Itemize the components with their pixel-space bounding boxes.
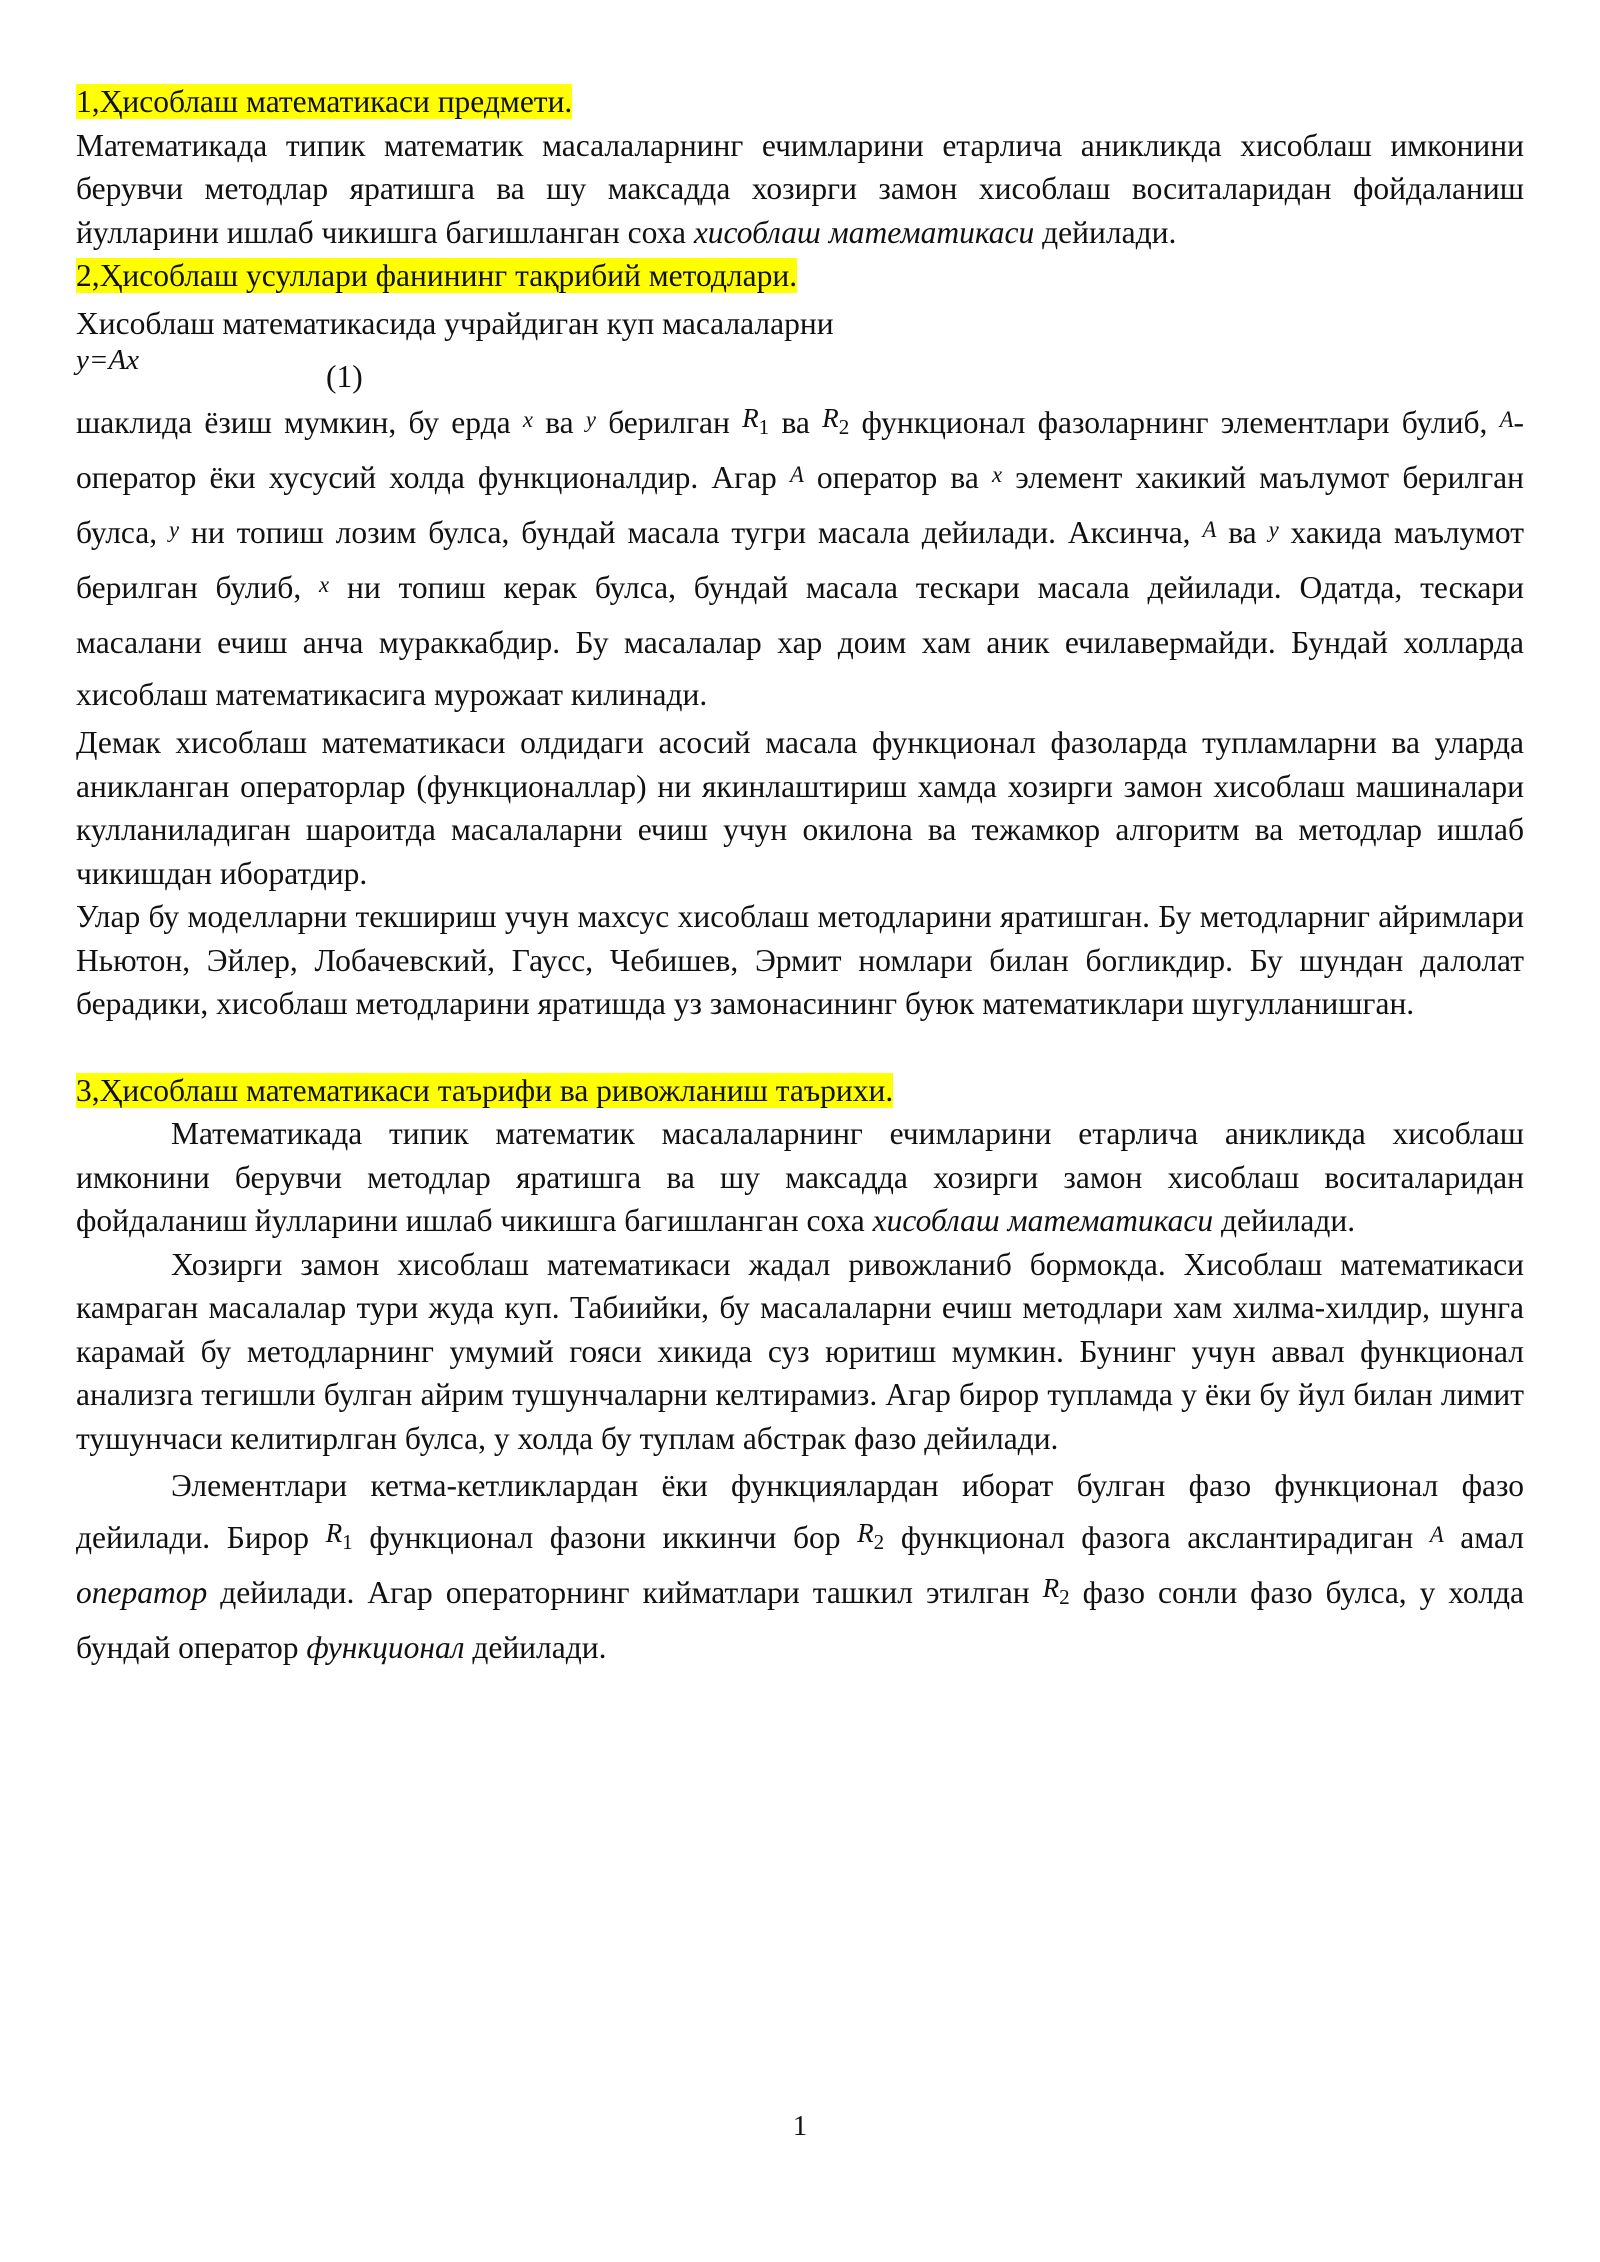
document-body — [76, 80, 1524, 1674]
page-number: 1 — [792, 2110, 808, 2142]
math-symbol-a: A — [789, 462, 804, 488]
paragraph-text: оператор ва — [803, 460, 992, 495]
math-symbol-a: A — [1202, 517, 1217, 543]
math-symbol-r2 — [822, 403, 850, 440]
math-letter-r: R — [822, 403, 839, 434]
math-subscript: 2 — [873, 1530, 885, 1555]
section-2-paragraph-2: Демак хисоблаш математикаси олдидаги асосий масала функционал фазоларда тупламларни ва уларда аникланган операторлар (функционаллар) ни якинлаштириш хамда хозирги замон хисоблаш машиналари кулланиладиган шароитда масалаларни ечиш учун окилона ва тежамкор алгоритм ва методлар ишлаб чикишдан иборатдир. — [76, 725, 1524, 891]
paragraph-text: амал — [1443, 1520, 1524, 1555]
paragraph-text: дейилади. Агар операторнинг кийматлари ташкил этилган — [207, 1575, 1043, 1610]
paragraph-text: ни топиш лозим булса, бундай масала тугри масала дейилади. Аксинча, — [179, 515, 1203, 550]
math-letter-r: R — [325, 1518, 343, 1549]
equation-row — [76, 345, 1524, 397]
math-letter-r: R — [857, 1518, 874, 1549]
section-2-intro: Хисоблаш математикасида учрайдиган куп масалаларни — [76, 305, 834, 341]
paragraph-text: дейилади. — [1034, 214, 1177, 250]
section-2-heading-text: 2,Ҳисоблаш усуллари фанининг тақрибий методлари. — [76, 258, 798, 293]
math-symbol-r1 — [742, 403, 770, 440]
section-3-paragraph-3 — [76, 1460, 1524, 1674]
paragraph-text: Элементлари кетма-кетликлардан ёки функциялардан иборат булган фазо функционал фазо дейилади. Бирор — [76, 1468, 1524, 1555]
math-symbol-x: x — [319, 572, 330, 598]
paragraph-text: Математикада типик математик масалаларнинг ечимларини етарлича аникликда хисоблаш имконини берувчи методлар яратишга ва шу максадда хозирги замон хисоблаш воситаларидан фойдаланиш йулларини ишлаб чикишга багишланган соха — [76, 1116, 1524, 1238]
paragraph-text: функционал фазоларнинг элементлари булиб, — [849, 405, 1500, 440]
math-subscript: 1 — [758, 415, 770, 440]
math-subscript: 2 — [838, 415, 850, 440]
paragraph-text: -оператор ёки хусусий холда функционалдир. Агар — [76, 405, 1524, 495]
term-italic: функционал — [306, 1630, 465, 1665]
paragraph-text: дейилади. — [464, 1630, 607, 1665]
term-italic: хисоблаш математикаси — [872, 1203, 1214, 1238]
section-3-paragraph-2: Хозирги замон хисоблаш математикаси жадал ривожланиб бормокда. Хисоблаш математикаси камраган масалалар тури жуда куп. Табиийки, бу масалаларни ечиш методлари хам хилма-хилдир, шунга карамай бу методларнинг умумий гояси хикида суз юритиш мумкин. Бунинг учун аввал функционал анализга тегишли булган айрим тушунчаларни келтирамиз. Агар бирор тупламда у ёки бу йул билан лимит тушунчаси келитирлган булса, у холда бу туплам абстрак фазо дейилади. — [76, 1246, 1524, 1456]
math-symbol-x: x — [522, 407, 533, 433]
section-2-heading — [76, 254, 1524, 298]
spacer — [76, 1026, 1524, 1069]
math-symbol-a: A — [1499, 407, 1514, 433]
equation-number: (1) — [326, 359, 363, 394]
paragraph-text: ва — [1216, 515, 1269, 550]
section-3-heading — [76, 1069, 1524, 1113]
paragraph-text: ва — [532, 405, 586, 440]
math-symbol-x: x — [991, 462, 1003, 488]
paragraph-text: ни топиш керак булса, бундай масала тескари масала дейилади. Одатда, тескари масалани ечиш анча мураккабдир. Бу масалалар хар доим хам аник ечилавермайди. Бундай холларда хисоблаш математикасига мурожаат килинади. — [76, 570, 1524, 712]
math-letter-r: R — [1042, 1573, 1060, 1604]
section-2-paragraph-1 — [76, 397, 1524, 721]
paragraph-text: дейилади. — [1213, 1203, 1356, 1238]
section-2-paragraph-3: Улар бу моделларни текшириш учун махсус хисоблаш методларини яратишган. Бу методларниг айримлари Ньютон, Эйлер, Лобачевский, Гаусс, Чебишев, Эрмит номлари билан богликдир. Бу шундан далолат берадики, хисоблаш методларини яратишда уз замонасининг буюк математиклари шугулланишган. — [76, 899, 1524, 1021]
paragraph-text: шаклида ёзиш мумкин, бу ерда — [76, 405, 523, 440]
math-subscript: 2 — [1059, 1585, 1070, 1610]
section-3-paragraph-1 — [76, 1112, 1524, 1243]
paragraph-text: Математикада типик математик масалаларнинг ечимларини етарлича аникликда хисоблаш имконини берувчи методлар яратишга ва шу максадда хозирги замон хисоблаш воситаларидан фойдаланиш йулларини ишлаб чикишга багишланган соха — [76, 127, 1524, 250]
paragraph-text: хакида маълумот берилган булиб, — [76, 515, 1524, 605]
math-symbol-r2 — [857, 1518, 885, 1555]
paragraph-text: элемент хакикий маълумот берилган булса, — [76, 460, 1525, 550]
math-symbol-y: y — [169, 517, 180, 543]
term-italic: оператор — [76, 1575, 208, 1610]
math-symbol-r1 — [325, 1518, 353, 1555]
section-1-heading — [76, 80, 1524, 124]
section-3-heading-text: 3,Ҳисоблаш математикаси таърифи ва ривожланиш таърихи. — [76, 1072, 894, 1108]
math-subscript: 1 — [342, 1530, 353, 1555]
paragraph-text: фазо сонли фазо булса, у холда бундай оператор — [76, 1575, 1524, 1665]
paragraph-text: функционал фазони иккинчи бор — [352, 1520, 858, 1555]
section-1-heading-text: 1,Ҳисоблаш математикаси предмети. — [76, 84, 573, 119]
equation: y=Ax — [76, 344, 140, 376]
paragraph-text: ва — [769, 405, 823, 440]
math-symbol-y: y — [1268, 517, 1279, 543]
math-letter-r: R — [742, 403, 759, 434]
paragraph-text: берилган — [595, 405, 743, 440]
term-italic: хисоблаш математикаси — [693, 214, 1035, 250]
math-symbol-r2 — [1042, 1573, 1070, 1610]
math-symbol-a: A — [1429, 1522, 1444, 1548]
section-1-paragraph — [76, 124, 1524, 255]
paragraph-text: функционал фазога акслантирадиган — [884, 1520, 1430, 1555]
math-symbol-y: y — [585, 407, 596, 433]
